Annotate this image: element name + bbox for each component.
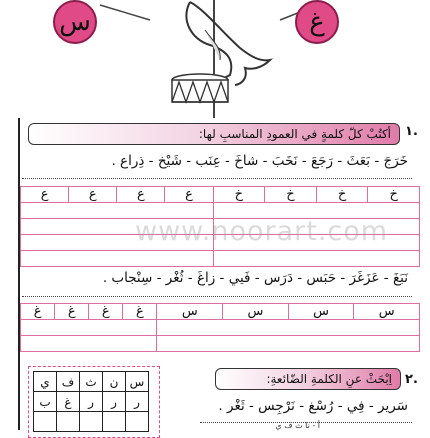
answer-cell[interactable] [157,320,420,336]
sorting-table-2 [20,303,420,352]
answer-cell[interactable] [21,235,214,251]
column-header: غ [123,304,157,320]
answer-cell[interactable] [157,336,420,352]
top-illustration [0,0,430,118]
word-list-2: نَبَغَ - عَزَغَرَ - حَبَس - دَرَس - فَيي - زاغَ - ثُغْر - سِنْجاب . [102,270,408,286]
grid-cell[interactable]: ف [57,372,80,392]
exercise-number-2: ٢. [405,372,418,387]
column-header: غ [21,304,55,320]
letter-sin: س [59,7,91,37]
answer-row [21,320,420,336]
grid-cell[interactable]: ر [103,392,126,412]
grid-cell[interactable]: ب [34,392,57,412]
column-header: س [288,304,354,320]
dotted-line-2 [22,296,412,297]
answer-cell[interactable] [213,235,420,251]
column-header: خ [265,187,317,203]
column-header: س [354,304,420,320]
column-header: غ [55,304,89,320]
grid-cell[interactable] [80,412,103,432]
grid-cell[interactable]: ي [34,372,57,392]
column-header: خ [316,187,368,203]
exercise-number-1: ١. [405,124,418,139]
column-header: غ [89,304,123,320]
answer-cell[interactable] [213,203,420,219]
column-header: خ [213,187,265,203]
grid-row [34,392,149,412]
answer-cell[interactable] [213,219,420,235]
seal-drawing-icon [150,0,290,110]
dotted-line-1 [22,178,412,179]
word-search-grid [33,371,149,432]
letter-circle-right [295,0,339,44]
table-2-header-row [21,304,420,320]
answer-cell[interactable] [21,251,214,267]
grid-cell[interactable]: ن [103,372,126,392]
column-header: ع [21,187,69,203]
instruction-bar-2 [215,368,401,390]
answer-row [21,251,420,267]
instruction-2: اِبْحَثْ عنِ الكلمةِ الضّائعةِ: [266,372,392,386]
grid-cell[interactable]: ر [80,392,103,412]
grid-cell[interactable]: غ [57,392,80,412]
missing-word-list: سَرير - فِي - رُسْغ - نَرْجِس - ثَغْر . [218,398,408,414]
answer-cell[interactable] [21,203,214,219]
answer-row [21,235,420,251]
answer-cell[interactable] [21,336,157,352]
column-header: خ [368,187,420,203]
answer-cell[interactable] [21,219,214,235]
column-header: ع [69,187,117,203]
table-1-header-row [21,187,420,203]
grid-cell[interactable] [126,412,149,432]
watermark: www.noorart.com [135,216,389,247]
answer-cell[interactable] [213,251,420,267]
footnote: أ - نا ث ف ي [275,421,320,430]
answer-cell[interactable] [21,320,157,336]
answer-row [21,336,420,352]
grid-row [34,412,149,432]
grid-cell[interactable] [34,412,57,432]
grid-cell[interactable] [103,412,126,432]
letter-ghain: غ [309,7,325,37]
word-list-1: خَرَجَ - بَعَثَ - رَجَعَ - نَخَبَ - شاخَ - عِنَب - شَيْخ - ذِراع . [111,153,408,169]
grid-row [34,372,149,392]
column-header: ع [165,187,213,203]
grid-cell[interactable]: س [126,372,149,392]
column-header: س [157,304,223,320]
grid-cell[interactable] [57,412,80,432]
column-header: ع [117,187,165,203]
grid-cell[interactable]: ر [126,392,149,412]
sorting-table-1 [20,186,420,267]
answer-row [21,219,420,235]
column-header: س [223,304,289,320]
instruction-bar-1 [28,123,400,145]
letter-circle-left [53,0,97,44]
answer-row [21,203,420,219]
instruction-1: أكتُبْ كلّ كلمةٍ في العمودِ المناسبِ لها: [198,127,391,141]
grid-cell[interactable]: ث [80,372,103,392]
